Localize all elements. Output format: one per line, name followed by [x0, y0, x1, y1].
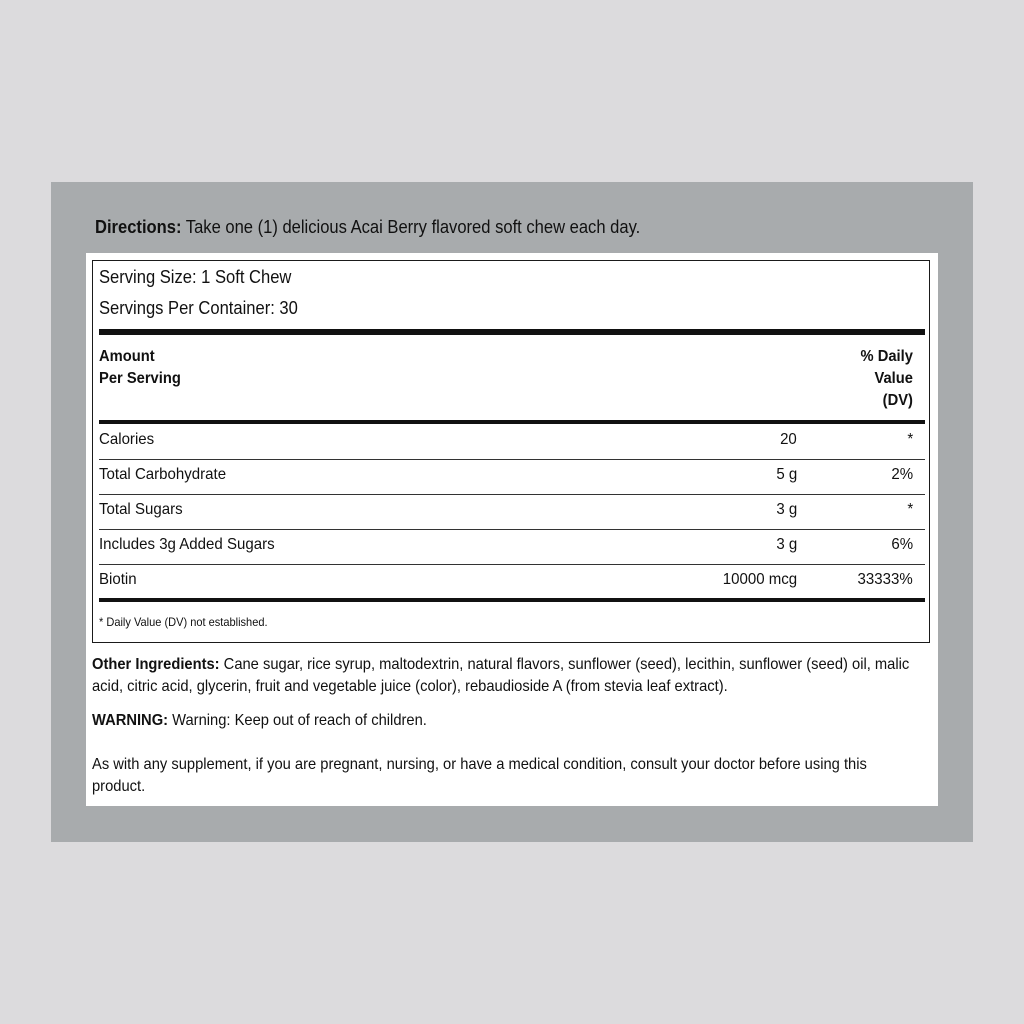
supplement-facts-box [92, 260, 930, 643]
header-dv: (DV) [882, 392, 913, 409]
warning-label: WARNING: [92, 712, 169, 729]
row-divider [99, 459, 925, 460]
nutrient-daily-value: * [907, 431, 913, 448]
warning-text: Warning: Keep out of reach of children. [168, 712, 427, 729]
row-divider [99, 494, 925, 495]
nutrient-name: Total Carbohydrate [99, 466, 227, 483]
row-divider [99, 529, 925, 530]
serving-size: Serving Size: 1 Soft Chew [99, 267, 292, 287]
other-ingredients [92, 654, 920, 698]
header-amount-per-serving [99, 346, 181, 390]
other-ingredients-label: Other Ingredients: [92, 656, 220, 673]
servings-per-container: Servings Per Container: 30 [99, 298, 298, 318]
divider-thick-top [99, 329, 925, 335]
header-value: Value [874, 370, 913, 387]
other-ingredients-text: Cane sugar, rice syrup, maltodextrin, natural flavors, sunflower (seed), lecithin, sunflower (seed) oil, malic acid, citric acid, glycerin, fruit and vegetable juice (color), rebaudioside A (from stevia leaf extract). [92, 656, 910, 695]
nutrient-name: Total Sugars [99, 501, 183, 518]
advisory-text: As with any supplement, if you are pregnant, nursing, or have a medical condition, consult your doctor before using this product. [92, 756, 867, 795]
header-amount: Amount [99, 348, 155, 365]
directions-text [95, 216, 886, 238]
daily-value-footnote: * Daily Value (DV) not established. [99, 615, 268, 629]
divider-bottom [99, 598, 925, 602]
divider-header [99, 420, 925, 424]
nutrient-daily-value: 2% [891, 466, 913, 483]
nutrient-amount: 5 g [776, 466, 797, 483]
nutrient-daily-value: * [907, 501, 913, 518]
nutrient-amount: 10000 mcg [722, 571, 797, 588]
directions-body: Take one (1) delicious Acai Berry flavored soft chew each day. [181, 217, 641, 237]
nutrient-amount: 3 g [776, 536, 797, 553]
nutrient-name: Includes 3g Added Sugars [99, 536, 275, 553]
header-per-serving: Per Serving [99, 370, 181, 387]
header-daily-value [861, 346, 913, 412]
nutrient-name: Calories [99, 431, 155, 448]
warning [92, 710, 920, 732]
header-daily: % Daily [860, 348, 913, 365]
nutrient-name: Biotin [99, 571, 137, 588]
row-divider [99, 564, 925, 565]
nutrient-amount: 20 [780, 431, 797, 448]
nutrient-daily-value: 6% [891, 536, 913, 553]
nutrient-daily-value: 33333% [857, 571, 913, 588]
directions-label: Directions: [95, 217, 182, 237]
nutrient-amount: 3 g [776, 501, 797, 518]
